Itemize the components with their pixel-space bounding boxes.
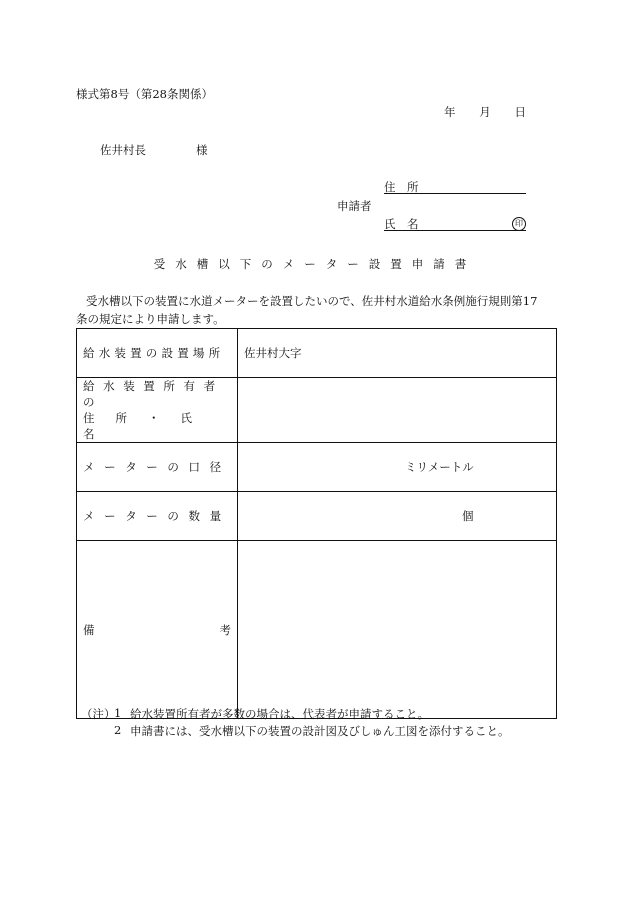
table-row-meter-diameter	[77, 443, 557, 492]
meter-diameter-label: メーターの口径	[83, 460, 231, 474]
remarks-label-right: 考	[219, 622, 231, 637]
installation-place-value[interactable]: 佐井村大字	[238, 329, 557, 378]
intro-line-2: 条の規定により申請します。	[76, 312, 225, 326]
seal-mark: 印	[512, 217, 526, 231]
owner-label-line-1: 給水装置所有者の	[83, 379, 224, 409]
label-cell	[77, 443, 238, 492]
applicant-label: 申請者	[337, 199, 372, 213]
label-cell	[77, 378, 238, 443]
remarks-label	[83, 622, 231, 638]
table-row-installation-place	[77, 329, 557, 378]
table-row-meter-quantity	[77, 492, 557, 541]
table-row-remarks	[77, 541, 557, 719]
installation-place-label	[83, 345, 231, 361]
intro-line-1: 受水槽以下の装置に水道メーターを設置したいので、佐井村水道給水条例施行規則第17	[86, 294, 538, 308]
form-title: 受水槽以下のメーター設置申請書	[153, 257, 477, 271]
applicant-address-field	[384, 179, 526, 194]
notes-prefix: （注）	[81, 707, 116, 721]
owner-value[interactable]	[238, 378, 557, 443]
date-year-label: 年	[444, 105, 456, 119]
note-2-number: 2	[114, 723, 122, 737]
date-line	[444, 104, 526, 120]
label-cell	[77, 329, 238, 378]
applicant-name-label: 氏 名	[384, 217, 419, 231]
date-month-label: 月	[479, 105, 491, 119]
application-table	[76, 328, 557, 719]
date-day-label: 日	[514, 105, 526, 119]
meter-quantity-unit[interactable]: 個	[238, 492, 557, 541]
meter-quantity-label: メーターの数量	[83, 509, 231, 523]
applicant-address-label: 住 所	[384, 180, 419, 194]
label-cell	[77, 492, 238, 541]
label-cell	[77, 541, 238, 719]
recipient-name: 佐井村長	[100, 143, 146, 157]
table-row-owner	[77, 378, 557, 443]
note-1-text: 給水装置所有者が多数の場合は、代表者が申請すること。	[130, 707, 429, 721]
remarks-label-left: 備	[83, 622, 95, 637]
owner-label-line-2: 住所・氏名	[83, 411, 213, 441]
remarks-value[interactable]	[238, 541, 557, 719]
note-1-number: 1	[114, 706, 122, 720]
applicant-name-field	[384, 216, 526, 231]
label-text: 給水装置の設置場所	[83, 346, 225, 360]
form-number: 様式第8号（第28条関係）	[76, 87, 213, 101]
recipient-honorific: 様	[196, 143, 208, 157]
meter-diameter-unit[interactable]: ミリメートル	[238, 443, 557, 492]
note-2-text: 申請書には、受水槽以下の装置の設計図及びしゅん工図を添付すること。	[130, 724, 510, 738]
